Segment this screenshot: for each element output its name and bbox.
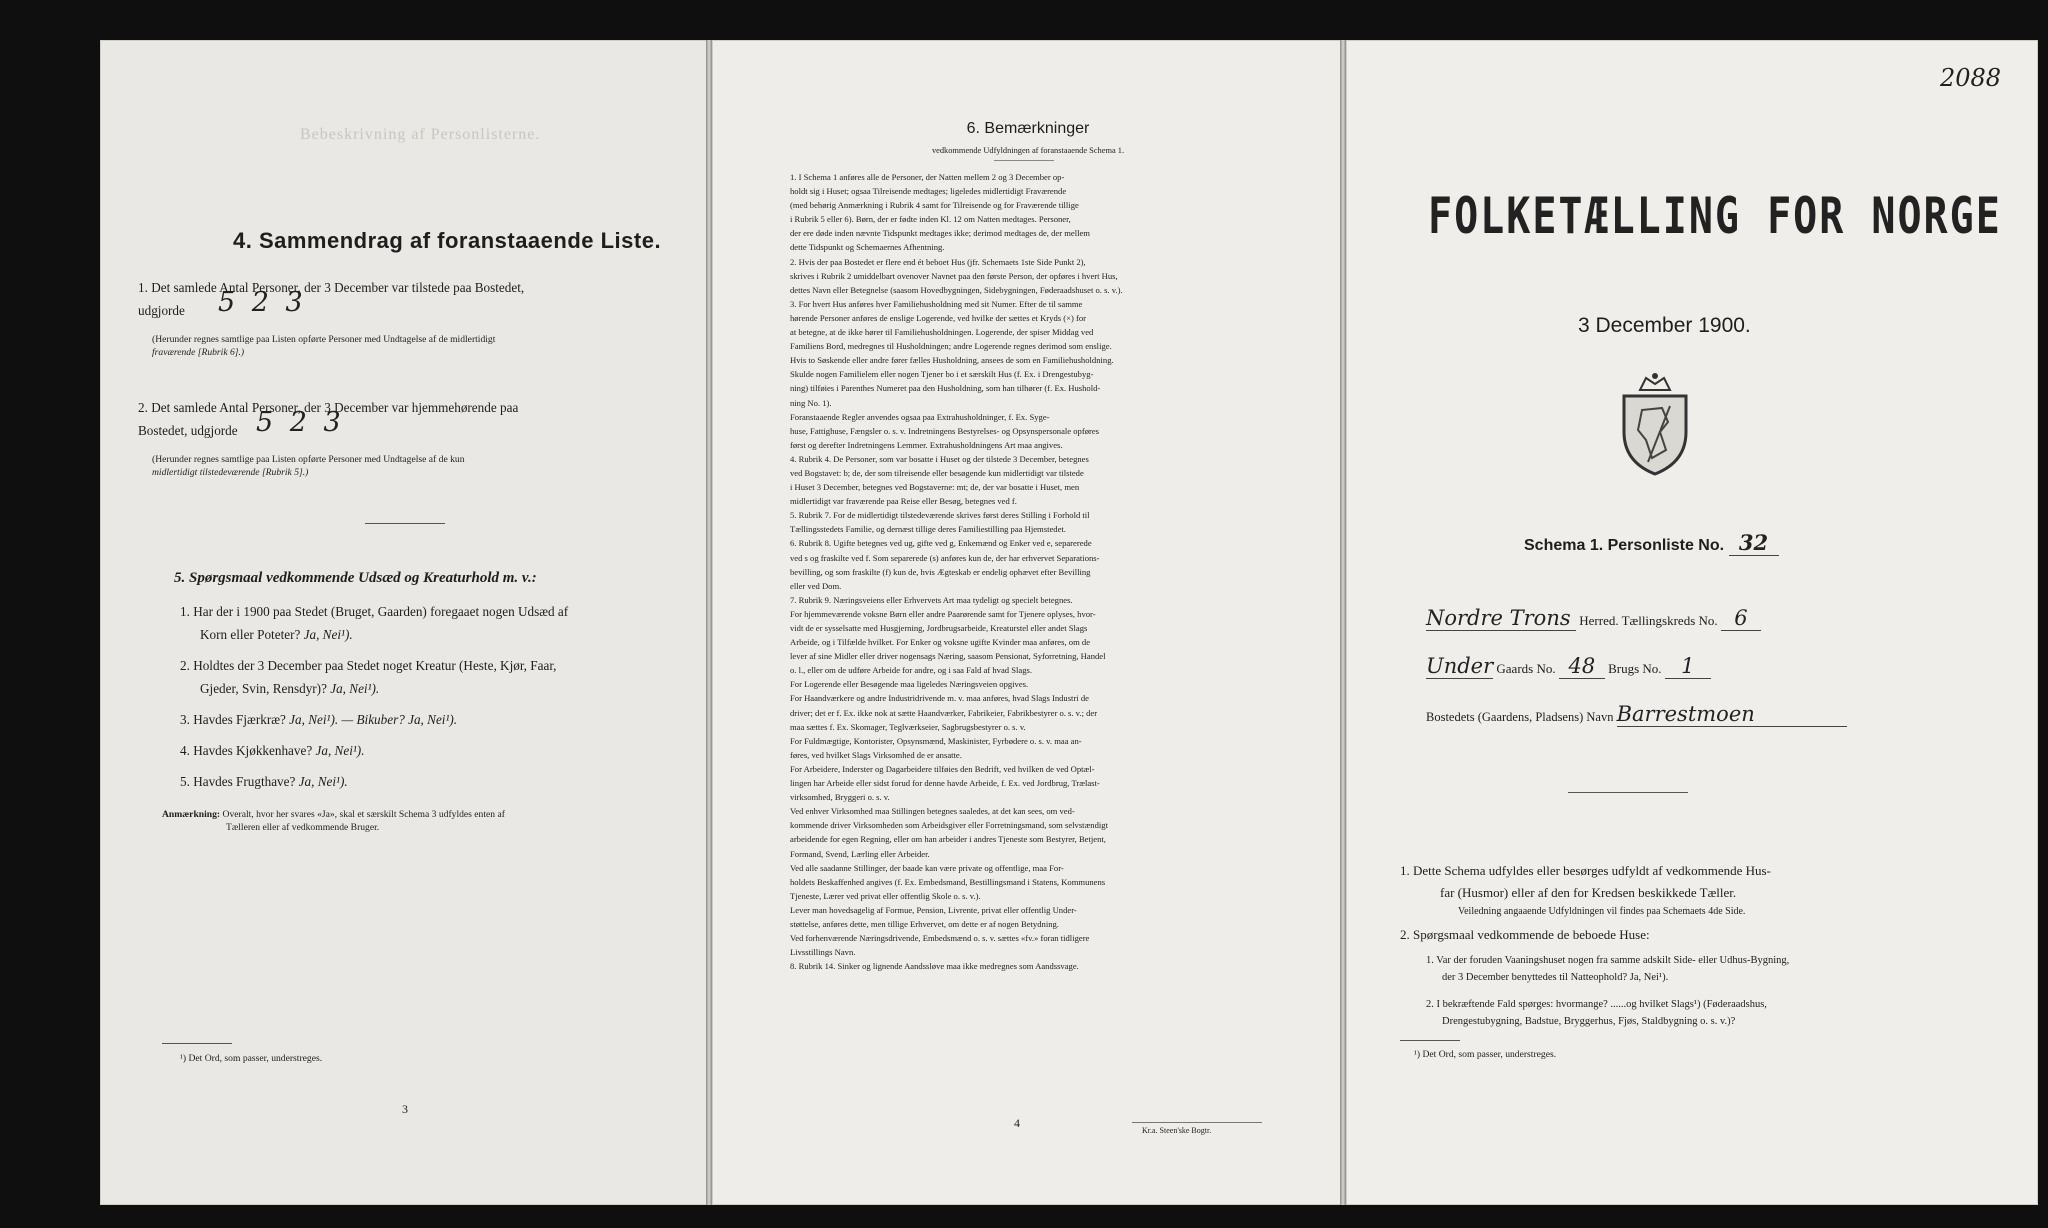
- remarks-line: o. l., eller om de udføre Arbeide for andre, og i saa Fald af hvad Slags.: [790, 665, 1032, 676]
- s5-q2b: Gjeder, Svin, Rensdyr)?: [200, 681, 327, 696]
- q2-note-b: midlertidigt tilstedeværende [Rubrik 5].): [152, 467, 309, 479]
- gaard-label: Gaards No.: [1496, 661, 1556, 676]
- remarks-line: eller ved Dom.: [790, 580, 842, 591]
- remarks-line: virksomhed, Bryggeri o. s. v.: [790, 792, 890, 803]
- section4-title: 4. Sammendrag af foranstaaende Liste.: [233, 228, 662, 253]
- remarks-line: ved Bogstavet: b; de, der som tilreisende eller besøgende kun midlertidigt var tilstede: [790, 467, 1084, 478]
- remarks-line: Tællingsstedets Familie, og dernæst tillige deres Familiestilling paa Hjemstedet.: [790, 524, 1066, 535]
- personliste-number[interactable]: 32: [1729, 530, 1779, 556]
- remarks-title: 6. Bemærkninger: [966, 120, 1090, 137]
- remarks-line: føres, ved hvilket Slags Virksomhed de er ansatte.: [790, 749, 962, 760]
- bosted-line: [1426, 702, 2006, 727]
- remarks-line: (med behørig Anmærkning i Rubrik 4 samt for Tilreisende og for Fraværende tillige: [790, 200, 1079, 211]
- remarks-line: at betegne, at de ikke hører til Familiehusholdningen. Logerende, der spiser Middag ved: [790, 327, 1094, 338]
- remarks-line: hørende Personer anføres de enslige Logerende, ved hvilke der sættes et Kryds (×) for: [790, 312, 1086, 323]
- remarks-line: i Rubrik 5 eller 6). Børn, der er fødte inden Kl. 12 om Natten medtages. Personer,: [790, 214, 1071, 225]
- s5-q1a: 1. Har der i 1900 paa Stedet (Bruget, Gaarden) foregaaet nogen Udsæd af: [180, 604, 569, 619]
- remarks-line: Ved enhver Virksomhed maa Stillingen betegnes saaledes, at det kan sees, om ved-: [790, 806, 1075, 817]
- remarks-line: Livsstillings Navn.: [790, 947, 856, 958]
- q1-block: [138, 276, 658, 359]
- q1-note-a: (Herunder regnes samtlige paa Listen opførte Personer med Undtagelse af de midlertidigt: [152, 334, 496, 345]
- census-date: 3 December 1900.: [1578, 314, 1751, 337]
- herred-label: Herred. Tællingskreds No.: [1579, 613, 1718, 628]
- remarks-line: lever af sine Midler eller driver nogensags Næring, saasom Pensionat, Syforretning, Handel: [790, 651, 1106, 662]
- schema-line: [1524, 530, 1779, 556]
- remarks-line: For Logerende eller Besøgende maa ligeledes Næringsveien opgives.: [790, 679, 1029, 690]
- bosted-name-field[interactable]: Barrestmoen: [1617, 702, 1847, 727]
- remarks-line: 1. I Schema 1 anføres alle de Personer, der Natten mellem 2 og 3 December op-: [790, 172, 1065, 182]
- remarks-line: Formand, Svend, Lærling eller Arbeider.: [790, 848, 930, 859]
- title-rule: [994, 160, 1054, 161]
- gaard-name-field[interactable]: Under: [1426, 654, 1494, 678]
- q2-note-a: (Herunder regnes samtlige paa Listen opførte Personer med Undtagelse af de kun: [152, 454, 465, 465]
- remarks-line: 4. Rubrik 4. De Personer, som var bosatte i Huset og der tilstede 3 December, betegnes: [790, 453, 1089, 464]
- remarks-line: ved s og fraskilte ved f. Som separerede (s) anføres kun de, der har erhvervet Separations-: [790, 552, 1100, 563]
- remarks-line: i Huset 3 December, betegnes ved Bogstaverne: mt; de, der var bosatte i Huset, men: [790, 482, 1080, 493]
- instructions: [1400, 860, 2020, 1030]
- remarks-line: Foranstaaende Regler anvendes ogsaa paa Extrahusholdninger, f. Ex. Syge-: [790, 411, 1050, 422]
- s5-q2-answer: Ja, Nei¹).: [330, 681, 380, 696]
- remarks-line: huse, Fattighuse, Fængsler o. s. v. Indretningens Bestyrelses- og Opsynspersonale opføres: [790, 425, 1100, 436]
- remarks-line: 8. Rubrik 14. Sinker og lignende Aandssløve maa ikke medregnes som Aandssvage.: [790, 961, 1079, 972]
- q1-udgjorde: udgjorde: [138, 303, 185, 318]
- page-number-3: 3: [402, 1102, 408, 1116]
- footnote-right: ¹) Det Ord, som passer, understreges.: [1414, 1049, 1557, 1060]
- remarks-line: arbeidende for egen Regning, eller om han arbeider i andres Tjeneste som Bestyrer, Betjent,: [790, 834, 1106, 845]
- remarks-line: ning No. 1).: [790, 397, 832, 408]
- remarks-line: 5. Rubrik 7. For de midlertidigt tilstedeværende skrives først deres Stilling i Forhold til: [790, 510, 1090, 521]
- printer-mark: Kr.a. Steen'ske Bogtr.: [1142, 1126, 1212, 1135]
- remarks-line: Tjeneste, Lærer ved privat eller offentlig Skole o. s. v.).: [790, 890, 981, 901]
- section5-title: 5. Spørgsmaal vedkommende Udsæd og Kreaturhold m. v.:: [174, 570, 537, 586]
- remarks-line: Ved alle saadanne Stillinger, der baade kan være private og offentlige, maa For-: [790, 862, 1064, 873]
- q2-block: [138, 396, 658, 479]
- remarks-line: lingen har Arbeide eller sidst forud for denne havde Arbeide, f. Ex. ved Jordbrug, Trælast-: [790, 778, 1100, 789]
- s5-q5-answer: Ja, Nei¹).: [298, 774, 348, 789]
- footnote: ¹) Det Ord, som passer, understreges.: [180, 1053, 323, 1064]
- middle-page: [712, 40, 1344, 1205]
- section5-questions: [180, 600, 670, 793]
- remarks-line: dettes Navn eller Betegnelse (saasom Hovedbygningen, Sidebygningen, Føderaadshuset o. s. v.).: [790, 284, 1123, 295]
- remarks-subtitle: vedkommende Udfyldningen af foranstaaende Schema 1.: [931, 146, 1125, 155]
- ornament-rule: [1568, 792, 1688, 793]
- instruction-2: 2. Spørgsmaal vedkommende de beboede Huse:: [1400, 927, 1650, 942]
- remarks-line: kommende driver Virksomheden som Arbeidsgiver eller Forretningsmand, som selvstændigt: [790, 820, 1108, 831]
- remarks-line: Hvis to Søskende eller andre fører fælles Husholdning, ansees de som en Familiehusholdning.: [790, 355, 1114, 366]
- divider: [365, 523, 445, 524]
- remarks-line: midlertidigt var fraværende paa Reise eller Besøg, betegnes ved f.: [790, 496, 1017, 507]
- remarks-line: 3. For hvert Hus anføres hver Familiehusholdning med sit Numer. Efter de til samme: [790, 298, 1083, 309]
- footnote-rule-right: [1400, 1040, 1460, 1041]
- ghost-header: Bebeskrivning af Personlisterne.: [300, 126, 541, 143]
- q1-note-b: fraværende [Rubrik 6].): [152, 347, 245, 359]
- remarks-line: maa sættes f. Ex. Skomager, Teglværkseier, Sagbrugsbestyrer o. s. v.: [790, 721, 1026, 732]
- remarks-line: Arbeide, og i Tilfælde hvilket. For Enker og voksne ugifte Kvinder maa anføres, om de: [790, 637, 1091, 648]
- anmaerkning: [162, 808, 682, 834]
- q1-text: 1. Det samlede Antal Personer, der 3 December var tilstede paa Bostedet,: [138, 280, 525, 295]
- s5-q2a: 2. Holdtes der 3 December paa Stedet noget Kreatur (Heste, Kjør, Faar,: [180, 658, 557, 673]
- remarks-line: 6. Rubrik 8. Ugifte betegnes ved ug, gifte ved g, Enkemænd og Enker ved e, separerede: [790, 538, 1092, 549]
- instruction-2-2b: Drengestubygning, Badstue, Bryggerhus, Fjøs, Staldbygning o. s. v.)?: [1442, 1016, 1736, 1027]
- s5-q5: 5. Havdes Frugthave?: [180, 774, 296, 789]
- herred-line: [1426, 606, 1986, 631]
- remarks-line: For Haandværkere og andre Industridrivende m. v. maa anføres, hvad Slags Industri de: [790, 693, 1089, 704]
- scan-number: 2088: [1940, 64, 2002, 92]
- schema-label: Schema 1. Personliste No.: [1524, 537, 1725, 554]
- instruction-2-2a: 2. I bekræftende Fald spørges: hvormange? ......og hvilket Slags¹) (Føderaadshus,: [1426, 999, 1767, 1010]
- gaard-line: [1426, 654, 1986, 679]
- remarks-line: Lever man hovedsagelig af Formue, Pension, Livrente, privat eller offentlig Under-: [790, 904, 1077, 915]
- remarks-line: først og derefter Indretningens Lemmer. Extrahusholdningens Art maa angives.: [790, 439, 1063, 450]
- remarks-line: Familiens Bord, medregnes til Husholdningen; andre Logerende regnes derimod som enslige.: [790, 341, 1112, 352]
- brugs-number-field[interactable]: 1: [1665, 654, 1711, 679]
- page-number-4: 4: [1014, 1116, 1020, 1130]
- remarks-line: skrives i Rubrik 2 umiddelbart ovenover Navnet paa den første Person, der opføres i hvert Hus,: [790, 270, 1118, 281]
- anm-text-b: Tælleren eller af vedkommende Bruger.: [226, 822, 380, 834]
- right-page: [1346, 40, 2038, 1205]
- remarks-line: driver; det er f. Ex. ikke nok at sætte Haandværker, Fabrikeier, Fabrikbestyrer o. s. v.; der: [790, 707, 1098, 718]
- remarks-line: 7. Rubrik 9. Næringsveiens eller Erhvervets Art maa tydeligt og specielt betegnes.: [790, 594, 1073, 605]
- herred-field[interactable]: Nordre Trons: [1426, 606, 1576, 631]
- q2-bosted: Bostedet, udgjorde: [138, 423, 238, 438]
- bosted-label: Bostedets (Gaardens, Pladsens) Navn: [1426, 710, 1614, 724]
- remarks-line: Ved forhenværende Næringsdrivende, Embedsmænd o. s. v. sættes «fv.» foran tidligere: [790, 933, 1090, 944]
- remarks-line: der ere døde inden nævnte Tidspunkt medtages ikke; derimod medtages de, der mellem: [790, 228, 1090, 239]
- instruction-1a: 1. Dette Schema udfyldes eller besørges udfyldt af vedkommende Hus-: [1400, 863, 1771, 878]
- brugs-label: Brugs No.: [1608, 661, 1662, 676]
- remarks-line: ning) tilføies i Parenthes Numeret paa den Husholdning, som han tilhører (f. Ex. Hushold-: [790, 383, 1101, 394]
- remarks-line: For Fuldmægtige, Kontorister, Opsynsmænd, Maskinister, Fyrbødere o. s. v. maa an-: [790, 735, 1082, 746]
- kreds-number-field[interactable]: 6: [1721, 606, 1761, 631]
- q1-handwritten-values: 5 2 3: [218, 287, 307, 318]
- q2-text: 2. Det samlede Antal Personer, der 3 December var hjemmehørende paa: [138, 400, 519, 415]
- instruction-1b: far (Husmor) eller af den for Kredsen beskikkede Tæller.: [1440, 885, 1737, 900]
- remarks-line: bevilling, og som fraskilte (f) kun de, hvis Ægteskab er endelig ophævet efter Bevilling: [790, 566, 1091, 577]
- s5-q3-answer: Ja, Nei¹). — Bikuber? Ja, Nei¹).: [289, 712, 458, 727]
- s5-q1-answer: Ja, Nei¹).: [303, 627, 353, 642]
- remarks-body: [790, 170, 1326, 973]
- remarks-line: For hjemmeværende voksne Børn eller andre Paarørende samt for Tjenere oplyses, hvor-: [790, 608, 1096, 619]
- instruction-1c: Veiledning angaaende Udfyldningen vil findes paa Schemaets 4de Side.: [1458, 906, 1746, 917]
- remarks-line: Skulde nogen Familielem eller nogen Tjener bo i et særskilt Hus (f. Ex. i Drengestubyg-: [790, 369, 1094, 380]
- remarks-line: For Arbeidere, Inderster og Dagarbeidere tilføies den Bedrift, ved hvilken de ved Optæl-: [790, 763, 1095, 774]
- anm-label: Anmærkning:: [162, 809, 221, 820]
- instruction-2-1a: 1. Var der foruden Vaaningshuset nogen fra samme adskilt Side- eller Udhus-Bygning,: [1426, 955, 1790, 966]
- remarks-line: vidt de er sysselsatte med Husgjerning, Jordbrugsarbeide, Kreaturstel eller andet Slags: [790, 623, 1088, 633]
- remarks-line: dette Tidspunkt og Schemaernes Afhentning.: [790, 242, 945, 253]
- q2-handwritten-values: 5 2 3: [256, 407, 345, 438]
- footnote-rule: [162, 1043, 232, 1044]
- s5-q4-answer: Ja, Nei¹).: [315, 743, 365, 758]
- s5-q4: 4. Havdes Kjøkkenhave?: [180, 743, 313, 758]
- coat-of-arms-emblem: [1612, 370, 1698, 480]
- left-page: [100, 40, 708, 1205]
- s5-q1b: Korn eller Poteter?: [200, 627, 301, 642]
- gaard-number-field[interactable]: 48: [1559, 654, 1605, 679]
- remarks-line: 2. Hvis der paa Bostedet er flere end ét beboet Hus (jfr. Schemaets 1ste Side Punkt 2),: [790, 256, 1086, 267]
- remarks-line: støttelse, anføres dette, men tillige Erhvervet, om dette er af nogen Betydning.: [790, 918, 1059, 929]
- remarks-line: holdets Beskaffenhed angives (f. Ex. Embedsmand, Bestillingsmand i Statens, Kommunens: [790, 876, 1106, 887]
- remarks-line: holdt sig i Huset; ogsaa Tilreisende medtages; ligeledes midlertidigt Fraværende: [790, 186, 1067, 197]
- instruction-2-1b: der 3 December benyttedes til Natteophold? Ja, Nei¹).: [1442, 972, 1669, 983]
- s5-q3: 3. Havdes Fjærkræ?: [180, 712, 286, 727]
- anm-text-a: Overalt, hvor her svares «Ja», skal et særskilt Schema 3 udfyldes enten af: [222, 809, 505, 820]
- printer-rule: [1132, 1122, 1262, 1123]
- main-title: FOLKETÆLLING FOR NORGE: [1428, 188, 2002, 246]
